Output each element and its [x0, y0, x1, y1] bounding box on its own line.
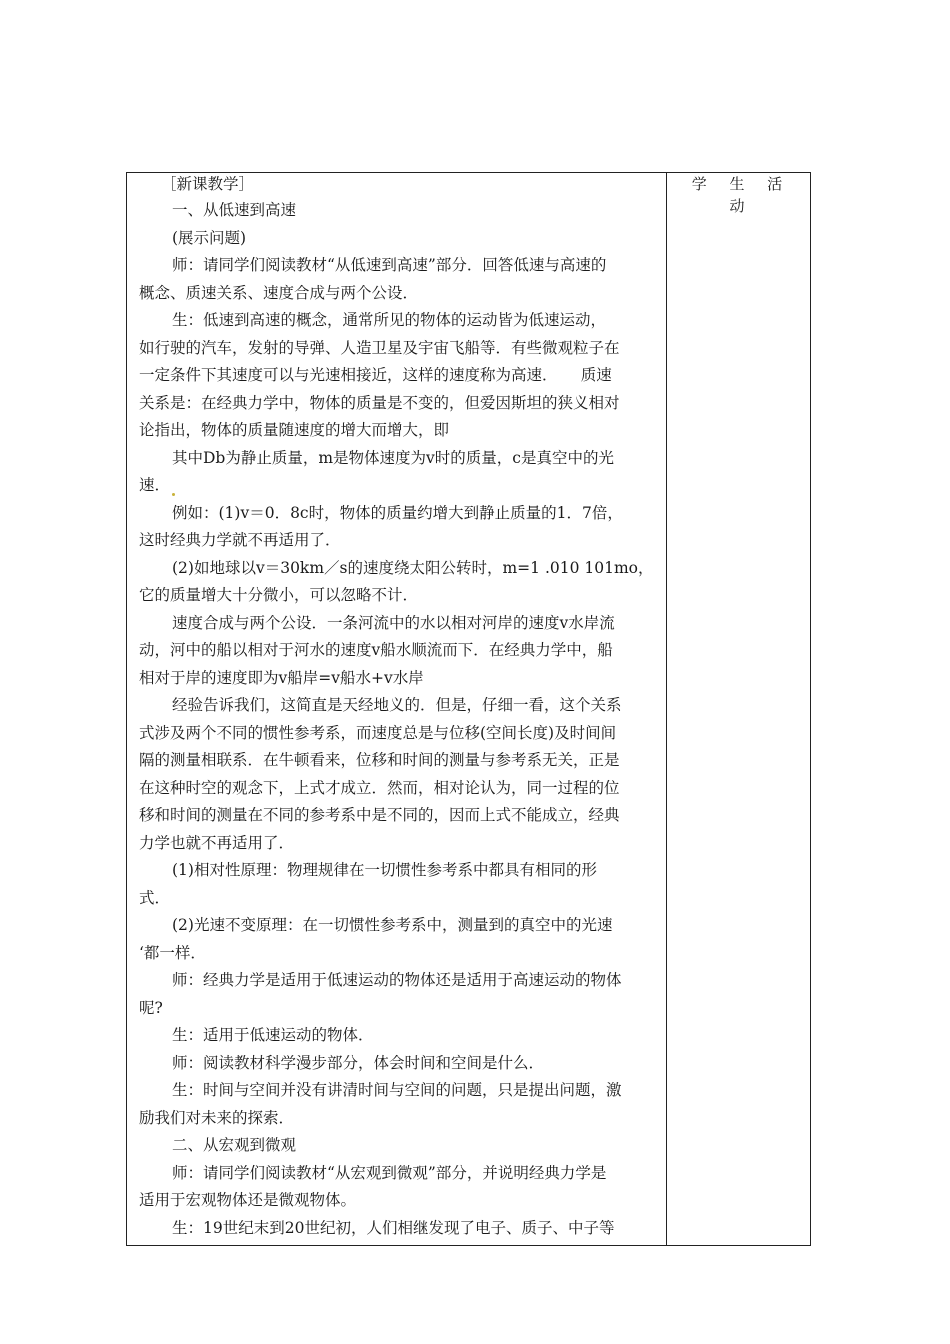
section-heading: ［新课教学］ [161, 175, 255, 193]
text-line: 其中Db为静止质量，m是物体速度为v时的质量，c是真空中的光 [172, 448, 614, 467]
text-line: 师：请同学们阅读教材“从宏观到微观”部分，并说明经典力学是 [172, 1163, 607, 1182]
subsection-heading: 二、从宏观到微观 [172, 1136, 297, 1154]
student-activity-heading: 学 生 活 动 [691, 175, 792, 215]
text-line: 概念、质速关系、速度合成与两个公设． [139, 283, 419, 302]
text-line: 速度合成与两个公设．一条河流中的水以相对河岸的速度v水岸流 [172, 613, 615, 632]
text-line: 相对于岸的速度即为v船岸=v船水+v水岸 [139, 668, 424, 687]
text-line: 它的质量增大十分微小，可以忽略不计． [139, 586, 419, 604]
text-line: (展示问题) [172, 228, 247, 247]
text-line: 移和时间的测量在不同的参考系中是不同的，因而上式不能成立，经典 [139, 806, 620, 824]
text-line: 关系是：在经典力学中，物体的质量是不变的，但爱因斯坦的狭义相对 [139, 393, 620, 412]
subsection-heading: 一、从低速到高速 [172, 201, 297, 219]
text-line: 速． [139, 472, 654, 500]
text-line: 一定条件下其速度可以与光速相接近，这样的速度称为高速． 质速 [139, 366, 612, 384]
text-line: (2)如地球以v＝30km／s的速度绕太阳公转时，m=1 .010 101mo， [172, 558, 654, 577]
text-line: ‘都一样． [139, 943, 206, 962]
text-line: 适用于宏观物体还是微观物体。 [139, 1191, 357, 1209]
text-line: 隔的测量相联系．在牛顿看来，位移和时间的测量与参考系无关，正是 [139, 751, 620, 769]
text-line: 这时经典力学就不再适用了． [139, 531, 341, 549]
text-line: 生：适用于低速运动的物体． [172, 1026, 374, 1044]
text-line: 师：阅读教材科学漫步部分，体会时间和空间是什么． [172, 1053, 545, 1072]
lesson-table [126, 172, 811, 1246]
text-line: 论指出，物体的质量随速度的增大而增大，即 [139, 421, 450, 439]
text-line: 例如：(1)v＝0．8c时，物体的质量约增大到静止质量的1．7倍， [172, 503, 623, 522]
text-line: 如行驶的汽车，发射的导弹、人造卫星及宇宙飞船等．有些微观粒子在 [139, 338, 620, 357]
teaching-content-column [127, 173, 667, 1245]
text-line: 师：经典力学是适用于低速运动的物体还是适用于高速运动的物体 [172, 971, 622, 989]
text-line: 动，河中的船以相对于河水的速度v船水顺流而下．在经典力学中，船 [139, 641, 613, 659]
student-activity-column [667, 173, 810, 1245]
text-line: 式涉及两个不同的惯性参考系，而速度总是与位移(空间长度)及时间间 [139, 723, 617, 742]
speck-mark [172, 493, 175, 496]
text-line: 生：时间与空间并没有讲清时间与空间的问题，只是提出问题，激 [172, 1081, 622, 1099]
text-line: 生：低速到高速的概念，通常所见的物体的运动皆为低速运动， [172, 311, 607, 329]
text-line: 力学也就不再适用了． [139, 833, 295, 852]
text-line: 在这种时空的观念下，上式才成立．然而，相对论认为，同一过程的位 [139, 778, 620, 797]
text-line: 励我们对未来的探索． [139, 1108, 295, 1127]
text-line: (2)光速不变原理：在一切惯性参考系中，测量到的真空中的光速 [172, 916, 613, 934]
text-line: 呢? [139, 998, 163, 1017]
text-line: 生：19世纪末到20世纪初，人们相继发现了电子、质子、中子等 [172, 1218, 615, 1237]
text-line: 经验告诉我们，这简直是天经地义的．但是，仔细一看，这个关系 [172, 696, 622, 714]
text-line: 式． [139, 888, 171, 907]
text-line: (1)相对性原理：物理规律在一切惯性参考系中都具有相同的形 [172, 861, 597, 879]
text-line: 师：请同学们阅读教材“从低速到高速”部分．回答低速与高速的 [172, 256, 607, 274]
